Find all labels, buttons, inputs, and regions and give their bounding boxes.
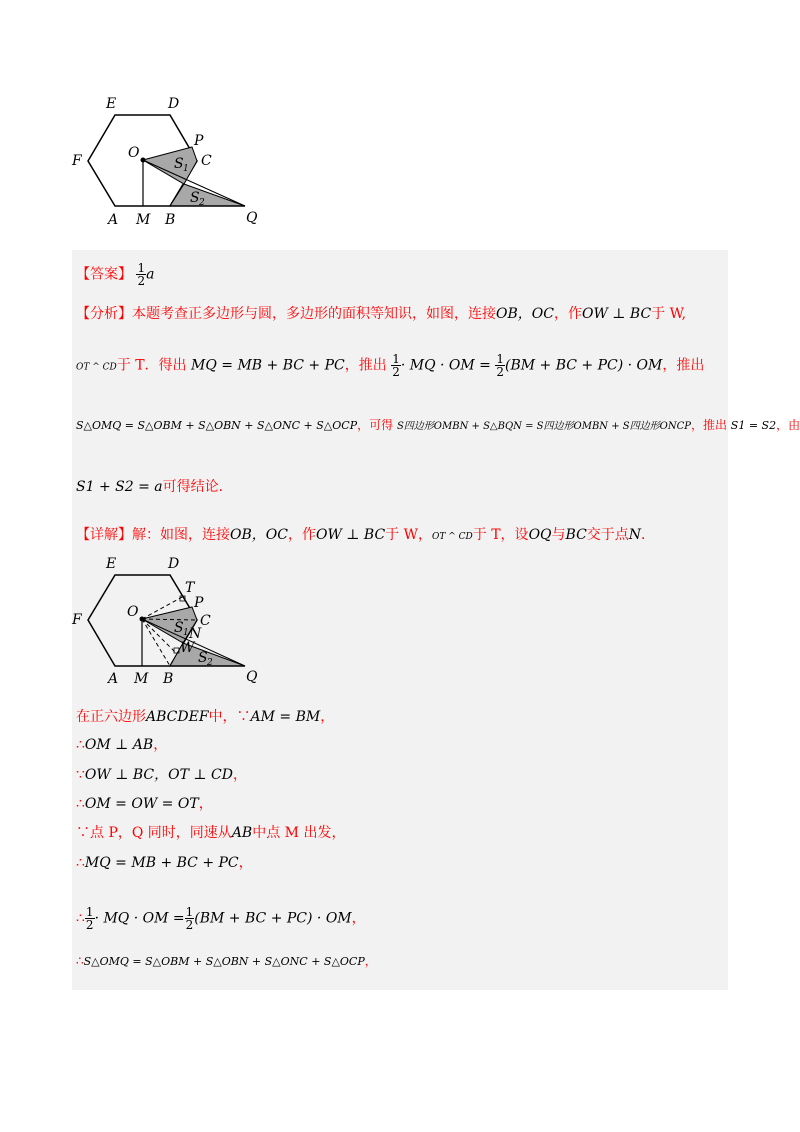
answer-fraction: $\frac{1}{2}$ xyxy=(137,261,146,288)
label-s1-sub: 1 xyxy=(183,164,189,174)
detail-tag: 【详解】 xyxy=(76,527,132,543)
label2-t: T xyxy=(185,580,195,596)
label-o: O xyxy=(128,145,140,161)
answer-tag: 【答案】 xyxy=(76,266,132,283)
label2-o: O xyxy=(127,604,139,620)
label2-f: F xyxy=(72,612,82,628)
step-1: 在正六边形ABCDEF中，∵AM = BM， xyxy=(76,709,335,725)
label2-m: M xyxy=(134,671,149,687)
step-3: ∵OW ⊥ BC，OT ⊥ CD， xyxy=(76,767,247,783)
label2-e: E xyxy=(106,556,117,572)
label2-s1: S xyxy=(174,620,184,636)
label-q: Q xyxy=(246,210,258,226)
analysis-line-1: 【分析】本题考查正多边形与圆，多边形的面积等知识，如图，连接OB，OC，作OW ⊥ BC于 W, xyxy=(76,306,687,322)
answer-variable: a xyxy=(146,266,155,283)
step-2: ∴OM ⊥ AB， xyxy=(76,737,168,753)
answer-line xyxy=(76,262,154,287)
label-e: E xyxy=(106,96,117,112)
step-6: ∴MQ = MB + BC + PC， xyxy=(76,855,253,871)
label2-q: Q xyxy=(246,669,258,685)
label-p: P xyxy=(194,133,204,149)
label-a: A xyxy=(108,212,119,228)
label2-n: N xyxy=(189,626,202,642)
label2-a: A xyxy=(108,671,119,687)
label-s1: S xyxy=(174,156,184,172)
label-s2-sub: 2 xyxy=(199,198,205,208)
analysis-line-2: OT ^ CD于 T．得出 MQ = MB + BC + PC，推出 $\frac{1}{2}$ · MQ · OM = $\frac{1}{2}$ (BM + BC + PC) · OM，推出 xyxy=(76,352,705,379)
label2-w: W xyxy=(180,640,195,656)
hexagon-figure-1 xyxy=(70,90,280,230)
label2-p: P xyxy=(194,595,204,611)
step-4: ∴OM = OW = OT， xyxy=(76,796,213,812)
analysis-line-4: S1 + S2 = a可得结论． xyxy=(76,479,233,495)
analysis-line-3: S△OMQ = S△OBM + S△OBN + S△ONC + S△OCP，可得 S四边形OMBN + S△BQN = S四边形OMBN + S四边形ONCP，推出 S1 = S2，由 xyxy=(76,418,800,432)
analysis-tag: 【分析】 xyxy=(76,306,132,322)
label2-b: B xyxy=(163,671,174,687)
label-f: F xyxy=(72,153,82,169)
label2-s1-sub: 1 xyxy=(183,628,189,638)
label2-d: D xyxy=(168,556,180,572)
detail-line: 【详解】解：如图，连接OB，OC，作OW ⊥ BC于 W，OT ^ CD于 T，设OQ与BC交于点N． xyxy=(76,527,656,543)
hexagon-figure-2 xyxy=(70,552,280,688)
label-c: C xyxy=(201,153,212,169)
step-5: ∵点 P，Q 同时，同速从AB中点 M 出发， xyxy=(76,825,346,841)
label-m: M xyxy=(136,212,151,228)
label-s2: S xyxy=(190,190,200,206)
shaded-triangle-s1 xyxy=(143,147,197,184)
label2-s2-sub: 2 xyxy=(207,658,213,668)
step-8: ∴S△OMQ = S△OBM + S△OBN + S△ONC + S△OCP， xyxy=(76,954,377,968)
label2-c: C xyxy=(200,613,211,629)
label-b: B xyxy=(165,212,176,228)
step-7: ∴ $\frac{1}{2}$ · MQ · OM = $\frac{1}{2}$ (BM + BC + PC) · OM， xyxy=(76,905,366,932)
label-d: D xyxy=(168,96,180,112)
label2-s2: S xyxy=(198,650,208,666)
